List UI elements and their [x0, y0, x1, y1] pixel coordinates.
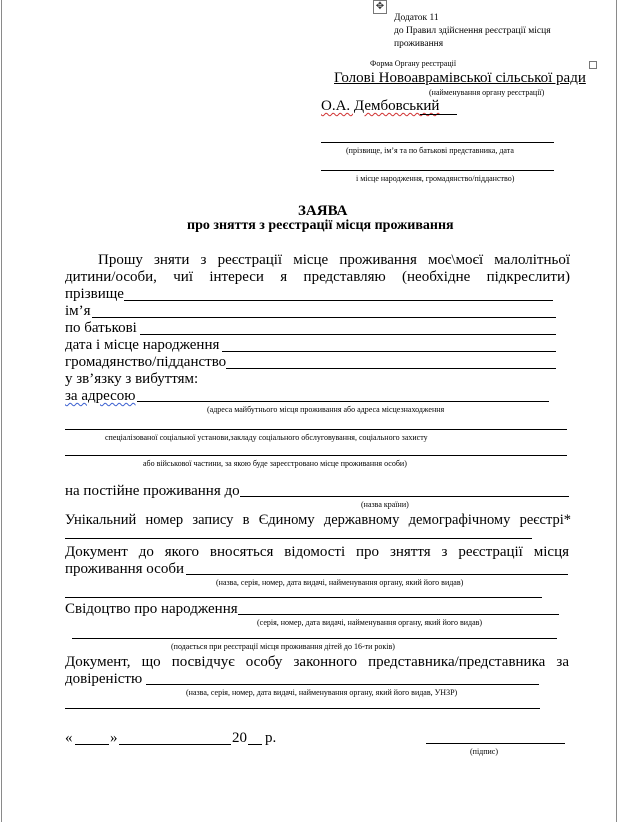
month-field[interactable] [119, 744, 231, 745]
form-label: Форма Органу реєстрації [370, 59, 457, 68]
birth-cert-line-2[interactable] [72, 638, 557, 639]
date-open-quote: « [65, 730, 73, 746]
country-field[interactable] [240, 496, 569, 497]
document-field[interactable] [186, 574, 568, 575]
name-label: ім’я [65, 303, 91, 319]
person-line-1 [321, 142, 554, 143]
year-field[interactable] [248, 744, 262, 745]
address-label: за адресою [65, 388, 136, 404]
name-field[interactable] [92, 317, 556, 318]
annex-number: Додаток 11 [394, 13, 439, 23]
address-line-3[interactable] [65, 455, 567, 456]
address-line-2[interactable] [65, 429, 567, 430]
surname-field[interactable] [124, 300, 553, 301]
citizenship-field[interactable] [226, 368, 556, 369]
document-hint: (назва, серія, номер, дата видачі, найменування органу, який його видав) [216, 578, 464, 587]
page-right-border [616, 0, 617, 822]
birth-label: дата і місце народження [65, 337, 220, 353]
page-subtitle: про зняття з реєстрації місця проживання [187, 218, 454, 233]
representative-line-1: Документ, що посвідчує особу законного представника/представника за [65, 654, 569, 670]
day-field[interactable] [75, 744, 109, 745]
surname-label: прізвище [65, 286, 124, 302]
annex-residence: проживання [394, 39, 444, 49]
person-hint-2: і місце народження, громадянство/підданство) [356, 174, 515, 183]
representative-field[interactable] [146, 684, 539, 685]
addressee-head: Голові Новоаврамівської сільської ради [334, 70, 586, 86]
address-field[interactable] [137, 401, 549, 402]
birth-cert-field[interactable] [238, 614, 559, 615]
address-hint-2: спеціалізованої соціальної установи,закладу соціального обслуговування, соціального захисту [105, 433, 428, 442]
annex-rules: до Правил здійснення реєстрації місця [394, 26, 551, 36]
person-line-2 [321, 170, 554, 171]
citizenship-label: громадянство/підданство [65, 354, 227, 370]
year-suffix: р. [265, 730, 277, 746]
patronymic-label: по батькові [65, 320, 137, 336]
move-handle-icon[interactable]: ✥ [373, 0, 387, 14]
departure-label: у зв’язку з вибуттям: [65, 371, 199, 387]
address-hint-3: або військової частини, за якою буде зареєстровано місце проживання особи) [143, 459, 407, 468]
table-handle-icon[interactable] [589, 61, 597, 69]
page-left-border [1, 0, 2, 822]
patronymic-field[interactable] [140, 334, 556, 335]
document-line-1: Документ до якого вносяться відомості про зняття з реєстрації місця [65, 544, 569, 560]
unique-number-label: Унікальний номер запису в Єдиному державному демографічному реєстрі* [65, 512, 571, 528]
country-hint: (назва країни) [361, 500, 409, 509]
document-line-2: проживання особи [65, 561, 184, 577]
unique-number-field[interactable] [65, 538, 532, 539]
date-close-quote: » [110, 730, 118, 746]
organ-hint: (найменування органу реєстрації) [429, 88, 545, 97]
intro-line-2: дитини/особи, чиї інтереси я представляю (необхідне підкреслити) [65, 269, 570, 285]
address-hint-1: (адреса майбутнього місця проживання або адреса місцезнаходження [207, 405, 445, 414]
representative-hint: (назва, серія, номер, дата видачі, найменування органу, який його видав, УНЗР) [186, 688, 458, 697]
signature-hint: (підпис) [470, 747, 499, 756]
intro-line-1: Прошу зняти з реєстрації місце проживання моє\моєї малолітньої [98, 252, 570, 268]
signature-field[interactable] [426, 743, 565, 744]
permanent-label: на постійне проживання до [65, 483, 240, 499]
applicant-name: О.А. Дембовський [321, 98, 440, 114]
representative-line-3[interactable] [65, 708, 540, 709]
birth-cert-hint: (серія, номер, дата видачі, найменування органу, який його видав) [257, 618, 483, 627]
under16-hint: (подається при реєстрації місця проживання дітей до 16-ти років) [171, 642, 395, 651]
name-line [420, 114, 457, 115]
representative-line-2: довіреністю [65, 671, 143, 687]
birth-cert-label: Свідоцтво про народження [65, 601, 238, 617]
person-hint-1: (прізвище, ім’я та по батькові представника, дата [346, 146, 514, 155]
page-title: ЗАЯВА [298, 203, 348, 219]
document-line-3[interactable] [65, 597, 542, 598]
birth-field[interactable] [222, 351, 556, 352]
year-prefix: 20 [232, 730, 247, 746]
